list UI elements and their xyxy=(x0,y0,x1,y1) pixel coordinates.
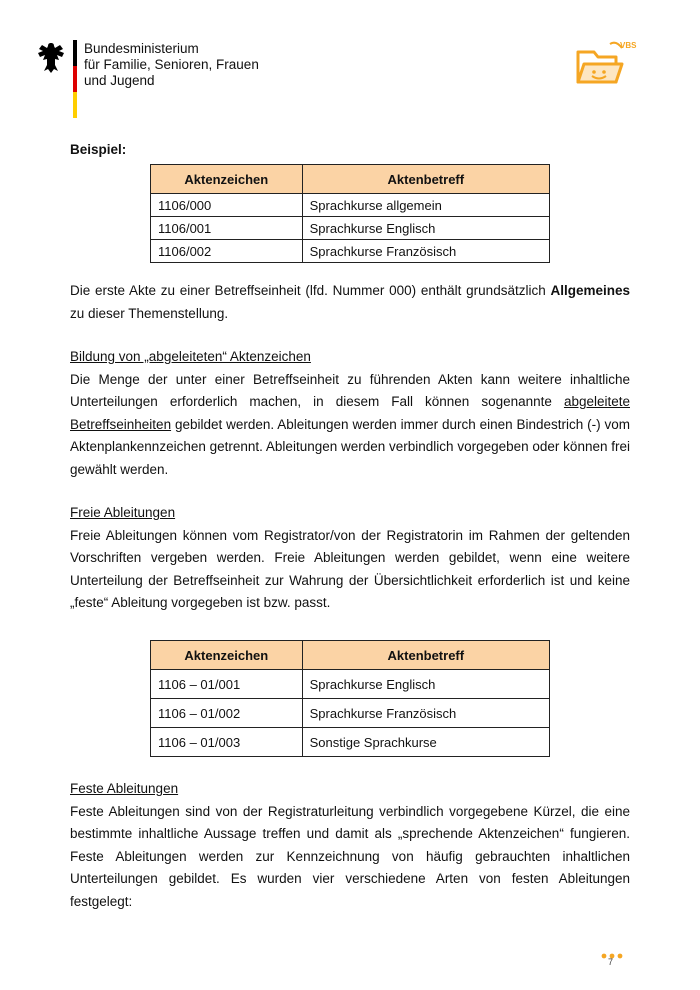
example-heading: Beispiel: xyxy=(70,142,127,157)
ministry-line: Bundesministerium xyxy=(84,41,199,56)
table-row xyxy=(151,217,550,240)
paragraph-intro xyxy=(70,280,630,325)
section-fixed xyxy=(70,778,630,914)
table-cell: Sprachkurse Französisch xyxy=(302,240,549,263)
bold-text: Allgemeines xyxy=(550,283,630,298)
example-table-2 xyxy=(150,640,550,757)
federal-eagle-icon xyxy=(36,40,66,74)
ministry-line: für Familie, Senioren, Frauen xyxy=(84,57,259,72)
table-cell: 1106/000 xyxy=(151,194,303,217)
table-cell: Sprachkurse allgemein xyxy=(302,194,549,217)
table-cell: Sprachkurse Englisch xyxy=(302,217,549,240)
column-header: Aktenbetreff xyxy=(302,165,549,194)
section-heading: Freie Ableitungen xyxy=(70,505,176,520)
table-row xyxy=(151,194,550,217)
text-span: Die Menge der unter einer Betreffseinheit zu führenden Akten kann weitere inhaltliche Unterteilungen erforderlich machen, in diesem Fall können sogenannte xyxy=(70,371,630,410)
column-header: Aktenzeichen xyxy=(151,641,303,670)
flag-bar xyxy=(73,40,77,118)
table-cell: 1106/002 xyxy=(151,240,303,263)
logo-text: VBS xyxy=(620,41,637,50)
page-number: 7 xyxy=(608,957,614,967)
ministry-name xyxy=(84,41,259,89)
section-heading: Bildung von „abgeleiteten“ Aktenzeichen xyxy=(70,349,311,364)
section-heading: Feste Ableitungen xyxy=(70,781,179,796)
table-cell: Sprachkurse Französisch xyxy=(302,699,549,728)
column-header: Aktenzeichen xyxy=(151,165,303,194)
section-derived xyxy=(70,346,630,482)
dots-icon xyxy=(600,947,624,955)
example-table-1 xyxy=(150,164,550,263)
text-span: gebildet werden. Ableitungen werden immer durch einen Bindestrich (-) vom Aktenplankennzeichen getrennt. Ableitungen werden verbindlich vorgegeben oder können frei gewählt werden. xyxy=(70,416,630,477)
table-cell: 1106 – 01/001 xyxy=(151,670,303,699)
section-text: Freie Ableitungen können vom Registrator/von der Registratorin im Rahmen der geltenden Vorschriften vergeben werden. Freie Ableitungen werden gebildet, wenn eine weitere Unterteilung der Betreffseinheit zur Wahrung der Übersichtlichkeit erforderlich ist und keine „feste“ Ableitung vorgegeben ist bzw. passt. xyxy=(70,527,630,611)
table-cell: 1106/001 xyxy=(151,217,303,240)
table-row xyxy=(151,670,550,699)
section-text: Feste Ableitungen sind von der Registraturleitung verbindlich vorgegebene Kürzel, die eine bestimmte inhaltliche Aussage treffen und damit als „sprechende Aktenzeichen“ fungieren. Feste Ableitungen werden zur Kennzeichnung von häufig gebrauchten inhaltlichen Unterteilungen gebildet. Es wurden vier verschiedene Arten von festen Ableitungen festgelegt: xyxy=(70,803,630,909)
table-cell: 1106 – 01/003 xyxy=(151,728,303,757)
text-span: Die erste Akte zu einer Betreffseinheit (lfd. Nummer 000) enthält grundsätzlich xyxy=(70,283,551,298)
table-row xyxy=(151,728,550,757)
vbs-logo xyxy=(570,38,640,90)
table-row xyxy=(151,240,550,263)
section-free xyxy=(70,502,630,615)
table-row xyxy=(151,699,550,728)
table-cell: Sprachkurse Englisch xyxy=(302,670,549,699)
term-link: abgeleitete Betreffseinheiten xyxy=(70,394,630,432)
text-span: zu dieser Themenstellung. xyxy=(70,305,229,321)
ministry-line: und Jugend xyxy=(84,73,155,88)
table-cell: Sonstige Sprachkurse xyxy=(302,728,549,757)
table-cell: 1106 – 01/002 xyxy=(151,699,303,728)
column-header: Aktenbetreff xyxy=(302,641,549,670)
